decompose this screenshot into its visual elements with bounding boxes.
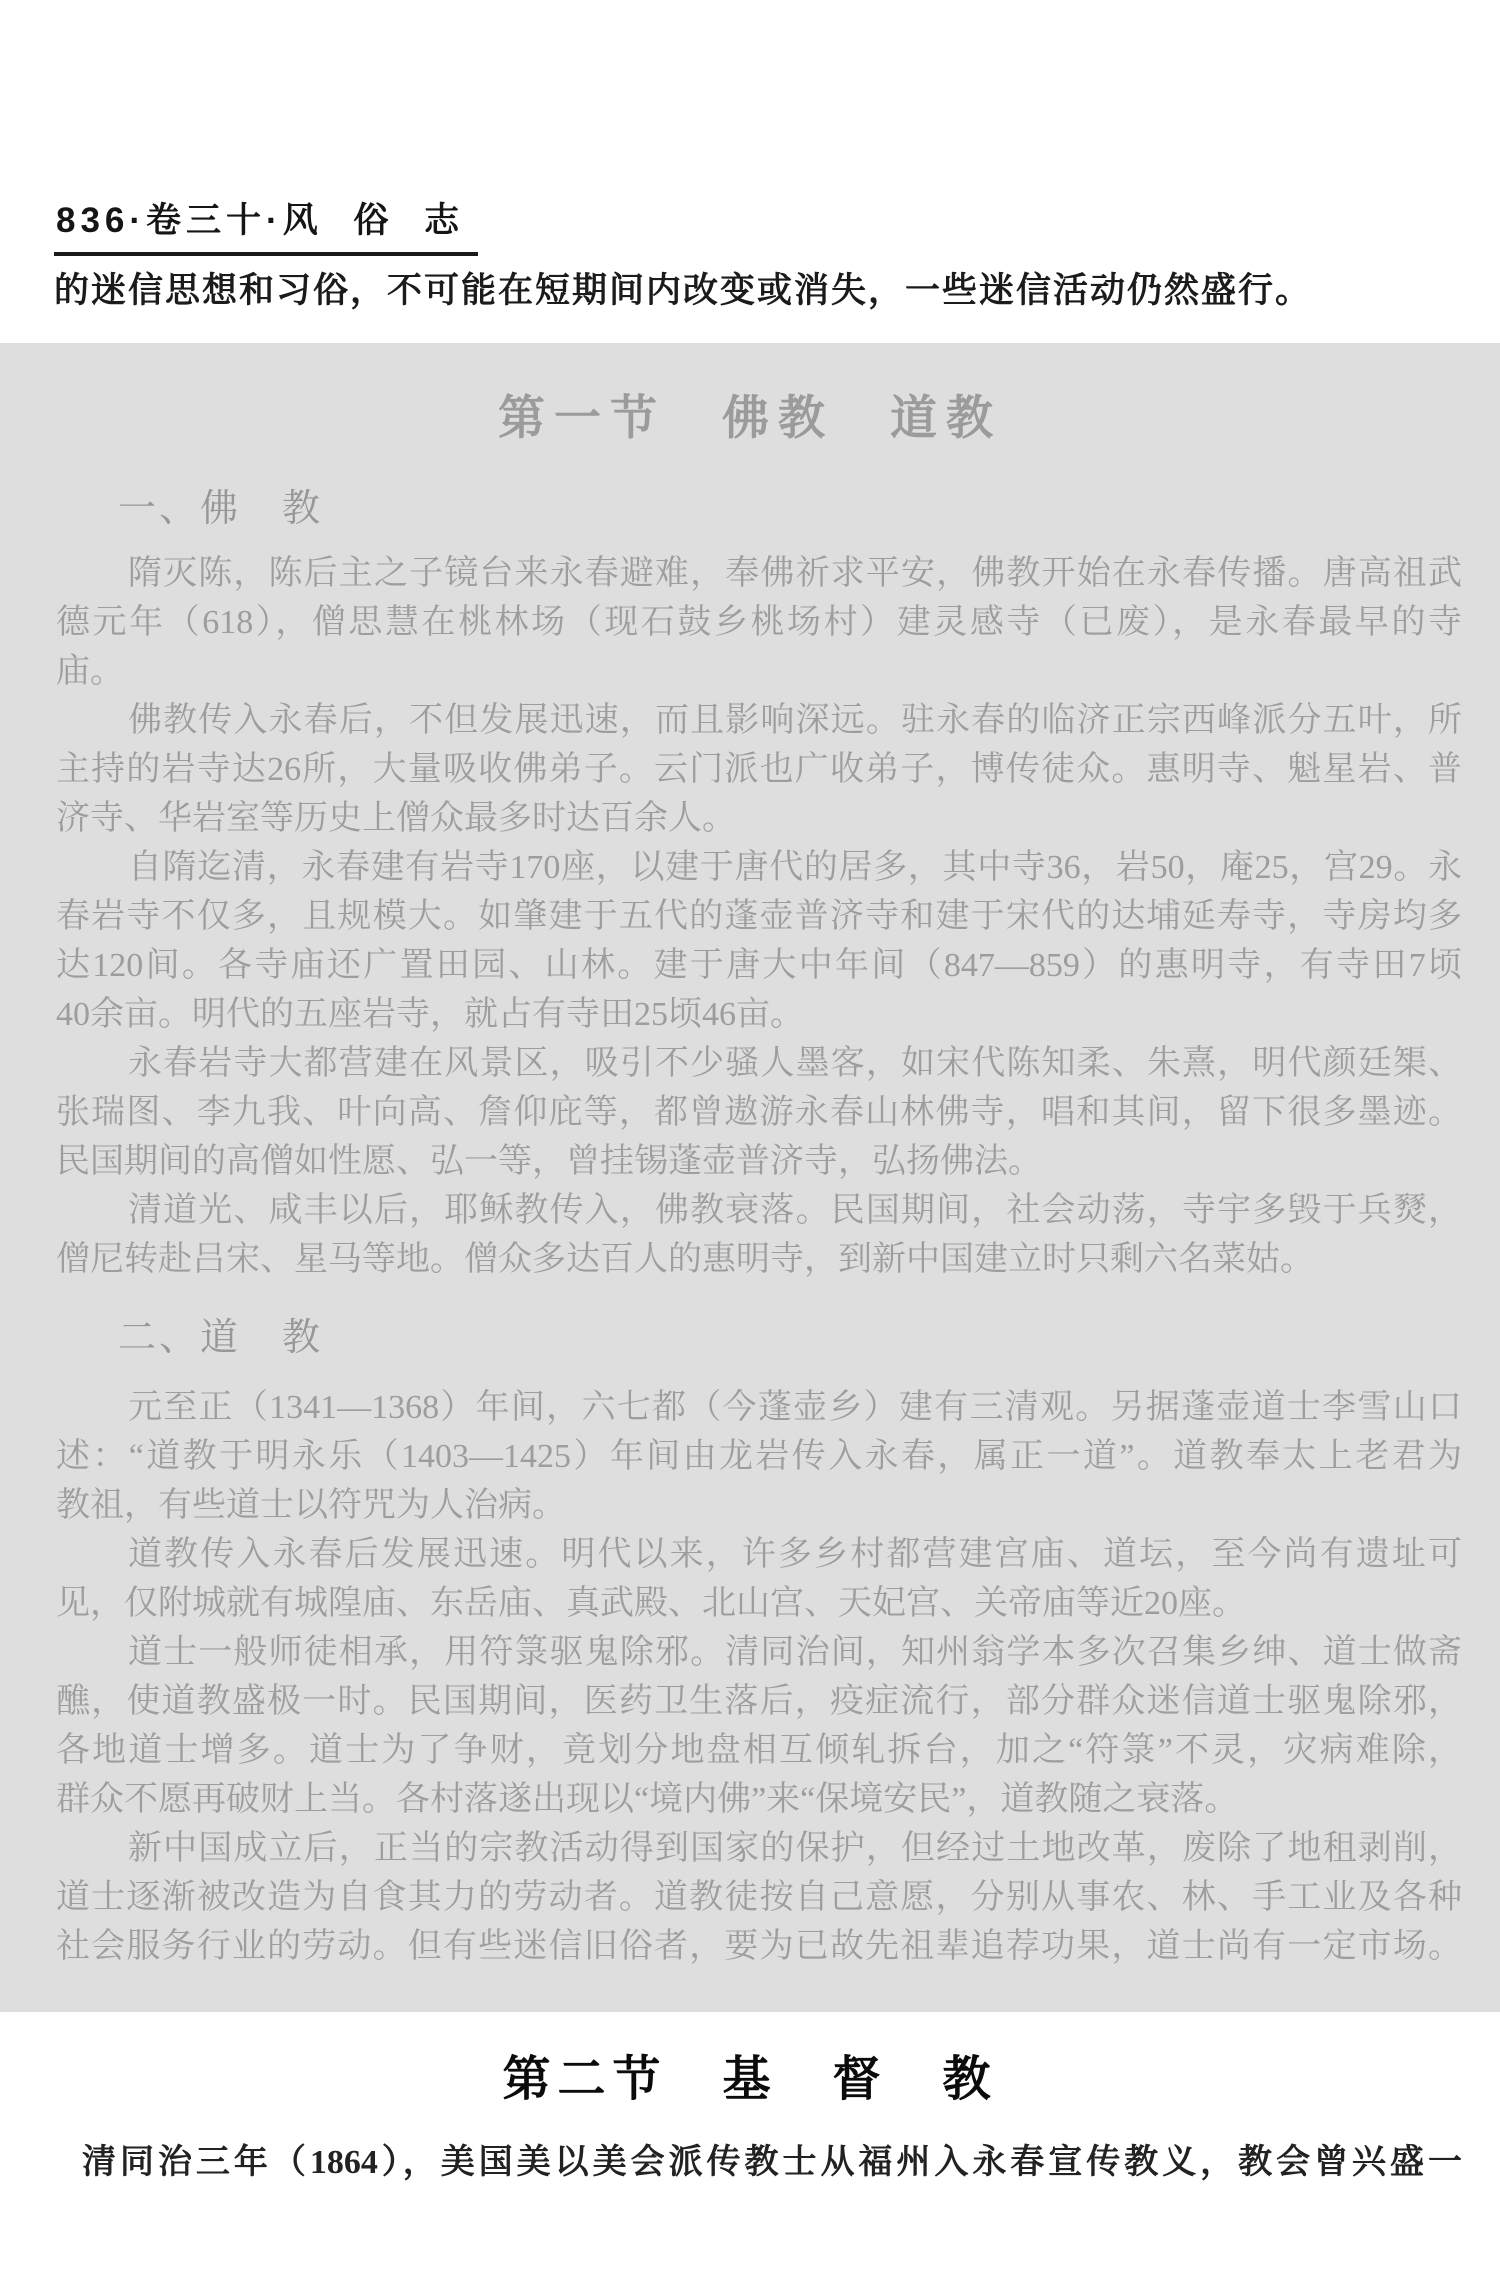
running-header: 836·卷三十·风 俗 志 [54,193,478,256]
text-line: 教祖，有些道士以符咒为人治病。 [56,1487,566,1524]
text-line: 主持的岩寺达26所，大量吸收佛弟子。云门派也广收弟子，博传徒众。惠明寺、魁星岩、普 [56,751,1462,788]
text-line: 40余亩。明代的五座岩寺，就占有寺田25顷46亩。 [56,996,804,1033]
section2-opening-line: 清同治三年（1864），美国美以美会派传教士从福州入永春宣传教义，教会曾兴盛一 [82,2144,1462,2181]
text-line: 述：“道教于明永乐（1403—1425）年间由龙岩传入永春，属正一道”。道教奉太上老君为 [56,1438,1462,1475]
taoism-paragraph-3 [56,1628,1462,1824]
text-line: 济寺、华岩室等历史上僧众最多时达百余人。 [56,800,736,837]
text-line: 新中国成立后，正当的宗教活动得到国家的保护，但经过土地改革，废除了地租剥削， [128,1830,1462,1867]
section2-title: 第二节 基 督 教 [502,2053,998,2106]
buddhism-paragraph-3 [56,843,1462,1039]
text-line: 道士逐渐被改造为自食其力的劳动者。道教徒按自己意愿，分别从事农、林、手工业及各种 [56,1879,1462,1916]
section1-title: 第一节 佛教 道教 [498,391,1002,444]
text-line: 醮，使道教盛极一时。民国期间，医药卫生落后，疫症流行，部分群众迷信道士驱鬼除邪， [56,1683,1462,1720]
text-line: 民国期间的高僧如性愿、弘一等，曾挂锡蓬壶普济寺，弘扬佛法。 [56,1143,1042,1180]
intro-paragraph-line: 的迷信思想和习俗，不可能在短期间内改变或消失，一些迷信活动仍然盛行。 [54,271,1313,310]
text-line: 达120间。各寺庙还广置田园、山林。建于唐大中年间（847—859）的惠明寺，有寺田7顷 [56,947,1462,984]
text-line: 见，仅附城就有城隍庙、东岳庙、真武殿、北山宫、天妃宫、关帝庙等近20座。 [56,1585,1246,1622]
buddhism-paragraph-1 [56,549,1462,696]
buddhism-paragraph-2 [56,696,1462,843]
text-line: 佛教传入永春后，不但发展迅速，而且影响深远。驻永春的临济正宗西峰派分五叶，所 [128,702,1462,739]
taoism-heading: 二、道 教 [118,1317,324,1359]
text-line: 群众不愿再破财上当。各村落遂出现以“境内佛”来“保境安民”，道教随之衰落。 [56,1781,1239,1818]
taoism-paragraph-2 [56,1530,1462,1628]
text-line: 德元年（618），僧思慧在桃林场（现石鼓乡桃场村）建灵感寺（已废），是永春最早的寺 [56,604,1462,641]
taoism-paragraph-4 [56,1824,1462,1971]
text-line: 清道光、咸丰以后，耶稣教传入，佛教衰落。民国期间，社会动荡，寺宇多毁于兵燹， [128,1192,1462,1229]
text-line: 道教传入永春后发展迅速。明代以来，许多乡村都营建宫庙、道坛，至今尚有遗址可 [128,1536,1462,1573]
text-line: 庙。 [56,653,124,690]
taoism-paragraph-1 [56,1383,1462,1530]
text-line: 永春岩寺大都营建在风景区，吸引不少骚人墨客，如宋代陈知柔、朱熹，明代颜廷榘、 [128,1045,1462,1082]
text-line: 元至正（1341—1368）年间，六七都（今蓬壶乡）建有三清观。另据蓬壶道士李雪山口 [128,1389,1462,1426]
text-line: 社会服务行业的劳动。但有些迷信旧俗者，要为已故先祖辈追荐功果，道士尚有一定市场。 [56,1928,1462,1965]
text-line: 隋灭陈，陈后主之子镜台来永春避难，奉佛祈求平安，佛教开始在永春传播。唐高祖武 [128,555,1462,592]
taoism-text-block [56,1383,1462,1971]
text-line: 自隋迄清，永春建有岩寺170座，以建于唐代的居多，其中寺36，岩50，庵25，宫29。永 [128,849,1462,886]
buddhism-paragraph-4 [56,1039,1462,1186]
text-line: 道士一般师徒相承，用符箓驱鬼除邪。清同治间，知州翁学本多次召集乡绅、道士做斋 [128,1634,1462,1671]
text-line: 春岩寺不仅多，且规模大。如肇建于五代的蓬壶普济寺和建于宋代的达埔延寿寺，寺房均多 [56,898,1462,935]
buddhism-heading: 一、佛 教 [118,488,324,530]
text-line: 张瑞图、李九我、叶向高、詹仰庇等，都曾遨游永春山林佛寺，唱和其间，留下很多墨迹。 [56,1094,1462,1131]
scan-gray-band [0,343,1500,2012]
text-line: 僧尼转赴吕宋、星马等地。僧众多达百人的惠明寺，到新中国建立时只剩六名菜姑。 [56,1241,1314,1278]
text-line: 各地道士增多。道士为了争财，竟划分地盘相互倾轧拆台，加之“符箓”不灵，灾病难除， [56,1732,1462,1769]
buddhism-text-block [56,549,1462,1284]
buddhism-paragraph-5 [56,1186,1462,1284]
